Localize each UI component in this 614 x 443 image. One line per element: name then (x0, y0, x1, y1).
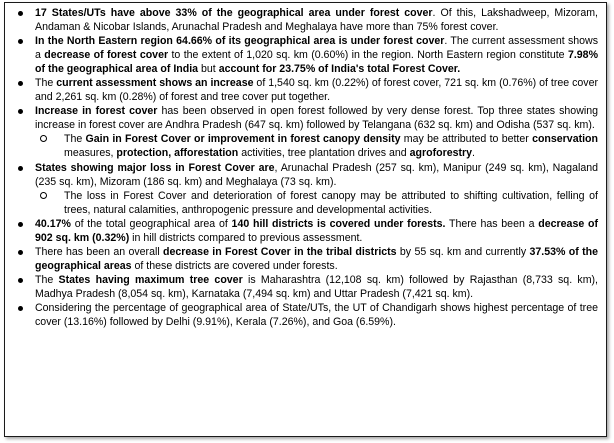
sub-bullet-point (35, 132, 598, 160)
sub-bullet-point (35, 189, 598, 217)
notes-panel (4, 2, 607, 437)
bullet-text (35, 218, 598, 244)
bold-text-segment: decrease of forest cover (44, 49, 169, 62)
bullet-dot-icon (18, 109, 23, 114)
text-segment: . The current assessment shows a (35, 35, 598, 62)
bullet-dot-icon (18, 278, 23, 283)
bullet-text (35, 77, 598, 103)
bullet-dot-icon (18, 11, 23, 16)
bold-text-segment: account for 23.75% of India's total Forest Cover. (218, 63, 461, 76)
bullet-text (35, 302, 598, 328)
bold-text-segment: agroforestry (409, 147, 473, 160)
bullet-point (5, 273, 598, 301)
text-segment: There has been a (445, 217, 539, 230)
bullet-point (5, 34, 598, 76)
bullet-text (35, 35, 598, 75)
bold-text-segment: 7.98% of the geographical area of India (35, 49, 598, 76)
bullet-point (5, 104, 598, 160)
text-segment: by 55 sq. km and currently (396, 245, 530, 258)
bullet-text (35, 246, 598, 272)
bold-text-segment: 40.17% (35, 217, 71, 230)
text-segment: measures, (64, 147, 117, 160)
bold-text-segment: 140 hill districts is covered under forests. (231, 217, 446, 230)
text-segment: but (198, 63, 219, 76)
bullet-list (5, 3, 606, 329)
text-segment: Considering the percentage of geographical area of State/UTs, the UT of Chandigarh shows highest percentage of tree cover (13.16%) followed by Delhi (9.91%), Kerala (7.26%), and Goa (6.59%). (35, 301, 598, 329)
text-segment: in hill districts compared to previous assessment. (129, 231, 363, 244)
bullet-dot-icon (18, 81, 23, 86)
bullet-text (35, 105, 598, 131)
bold-text-segment: 17 States/UTs have above 33% of the geographical area under forest cover (35, 7, 433, 19)
bold-text-segment: States having maximum tree cover (58, 273, 243, 286)
bold-text-segment: Increase in forest cover (35, 105, 158, 118)
bold-text-segment: 37.53% of the geographical areas (35, 245, 598, 272)
bold-text-segment: decrease in Forest Cover in the tribal districts (163, 245, 397, 258)
text-segment: . Of this, Lakshadweep, Mizoram, Andaman & Nicobar Islands, Arunachal Pradesh and Meghalaya have more than 75% forest cover. (35, 7, 598, 34)
text-segment: of 1,540 sq. km (0.22%) of forest cover, 721 sq. km (0.76%) of tree cover and 2,261 sq. km (0.28%) of forest and tree cover put together. (35, 77, 598, 104)
bold-text-segment: In the North Eastern region 64.66% of its geographical area is under forest cover (35, 35, 445, 48)
bullet-point (5, 6, 598, 34)
hollow-bullet-icon (40, 135, 47, 142)
text-segment: The (35, 77, 57, 90)
text-segment: There has been an overall (35, 245, 164, 258)
bullet-dot-icon (18, 306, 23, 311)
text-segment: of the total geographical area of (70, 217, 232, 230)
bullet-point (5, 76, 598, 104)
text-segment: activities, tree plantation drives and (238, 147, 410, 160)
bold-text-segment: Gain in Forest Cover or improvement in forest canopy density (85, 133, 401, 146)
bullet-point (5, 217, 598, 245)
sub-bullet-list (35, 189, 598, 217)
bullet-point (5, 161, 598, 217)
text-segment: of these districts are covered under forests. (131, 259, 338, 272)
bold-text-segment: conservation (532, 133, 598, 146)
text-segment: may be attributed to better (400, 133, 533, 146)
bullet-text (35, 274, 598, 300)
sub-bullet-list (35, 132, 598, 160)
bullet-text (35, 7, 598, 33)
hollow-bullet-icon (40, 192, 47, 199)
bullet-point (5, 301, 598, 329)
bullet-dot-icon (18, 222, 23, 227)
bullet-dot-icon (18, 39, 23, 44)
bullet-dot-icon (18, 250, 23, 255)
bold-text-segment: States showing major loss in Forest Cover are (35, 161, 275, 174)
bold-text-segment: protection, afforestation (116, 147, 239, 160)
bullet-point (5, 245, 598, 273)
text-segment: , Arunachal Pradesh (257 sq. km), Manipur (249 sq. km), Nagaland (235 sq. km), Mizoram (186 sq. km) and Meghalaya (73 sq. km). (35, 161, 598, 188)
text-segment: has been observed in open forest followed by very dense forest. Top three states showing increase in forest cover are Andhra Pradesh (647 sq. km) followed by Telangana (632 sq. km) and Odisha (537 sq. km). (35, 105, 598, 132)
sub-bullet-text (64, 133, 598, 159)
bold-text-segment: decrease of 902 sq. km (0.32%) (35, 217, 598, 244)
text-segment: The (64, 133, 86, 146)
bullet-dot-icon (18, 166, 23, 171)
text-segment: is Maharashtra (12,108 sq. km) followed by Rajasthan (8,733 sq. km), Madhya Pradesh (8,054 sq. km), Karnataka (7,494 sq. km) and Uttar Pradesh (7,421 sq. km). (35, 273, 598, 300)
bold-text-segment: current assessment shows an increase (56, 77, 254, 90)
text-segment: The loss in Forest Cover and deterioration of forest canopy may be attributed to shifting cultivation, felling of trees, natural calamities, anthropogenic pressure and developmental activities. (64, 189, 598, 216)
text-segment: The (35, 273, 59, 286)
sub-bullet-text (64, 190, 598, 216)
text-segment: to the extent of 1,020 sq. km (0.60%) in the region. North Eastern region constitute (168, 49, 568, 62)
bullet-text (35, 162, 598, 188)
text-segment: . (472, 147, 475, 160)
